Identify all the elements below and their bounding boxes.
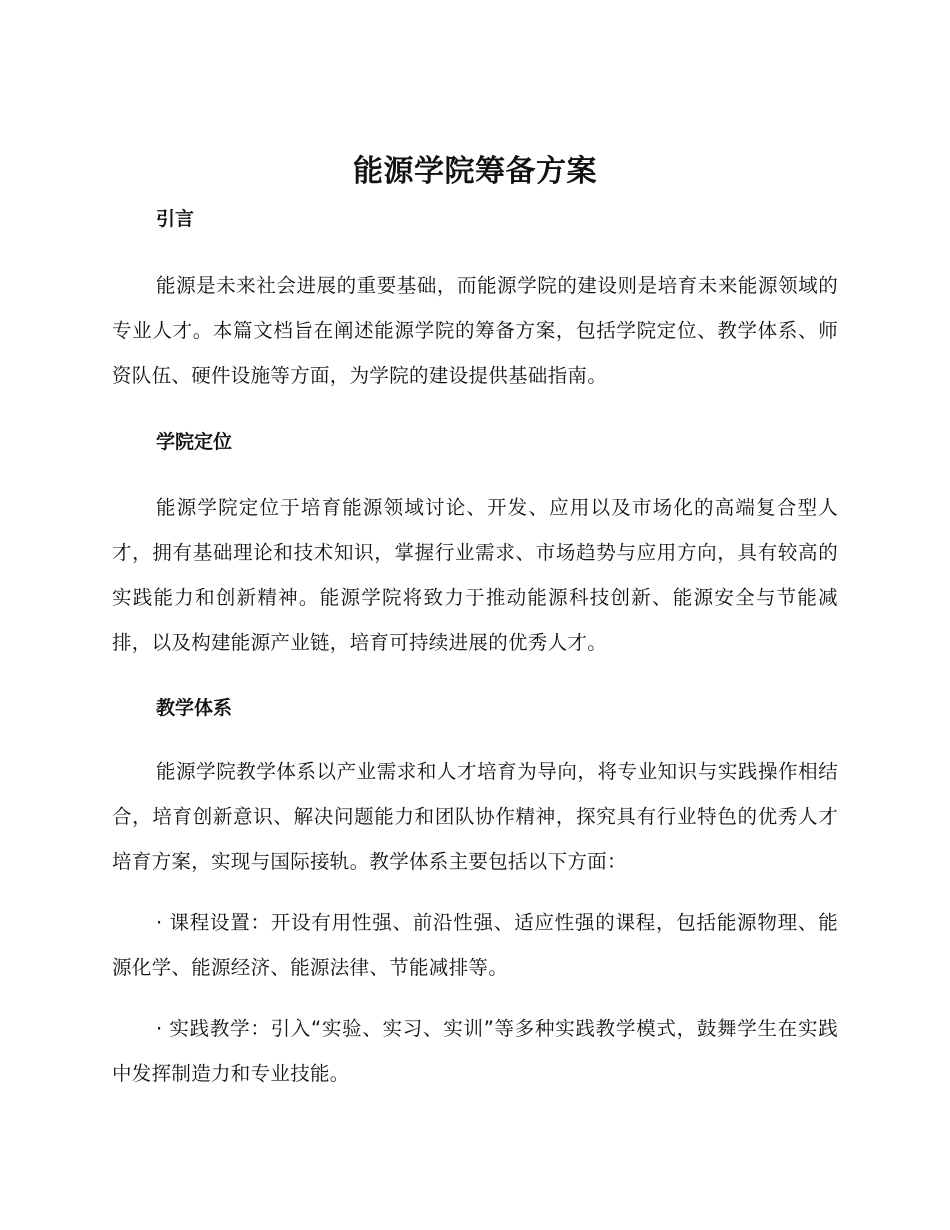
- paragraph-positioning: 能源学院定位于培育能源领域讨论、开发、应用以及市场化的高端复合型人才，拥有基础理论和技术知识，掌握行业需求、市场趋势与应用方向，具有较高的实践能力和创新精神。能源学院将致力于推动能源科技创新、能源安全与节能减排，以及构建能源产业链，培育可持续进展的优秀人才。: [112, 496, 838, 654]
- paragraph-intro: 能源是未来社会进展的重要基础，而能源学院的建设则是培育未来能源领域的专业人才。本篇文档旨在阐述能源学院的筹备方案，包括学院定位、教学体系、师资队伍、硬件设施等方面，为学院的建设提供基础指南。: [112, 274, 838, 387]
- section-heading-teaching: 教学体系: [156, 697, 233, 719]
- document-body: [112, 147, 838, 1096]
- bullet-course-setting: · 课程设置：开设有用性强、前沿性强、适应性强的课程，包括能源物理、能源化学、能源经济、能源法律、节能减排等。: [112, 911, 838, 979]
- section-heading-intro: 引言: [156, 208, 195, 230]
- document-title: 能源学院筹备方案: [353, 154, 597, 189]
- paragraph-teaching: 能源学院教学体系以产业需求和人才培育为导向，将专业知识与实践操作相结合，培育创新意识、解决问题能力和团队协作精神，探究具有行业特色的优秀人才培育方案，实现与国际接轨。教学体系主要包括以下方面：: [112, 760, 838, 873]
- bullet-practical-teaching: · 实践教学：引入“实验、实习、实训”等多种实践教学模式，鼓舞学生在实践中发挥制造力和专业技能。: [112, 1017, 838, 1085]
- section-heading-positioning: 学院定位: [156, 431, 233, 453]
